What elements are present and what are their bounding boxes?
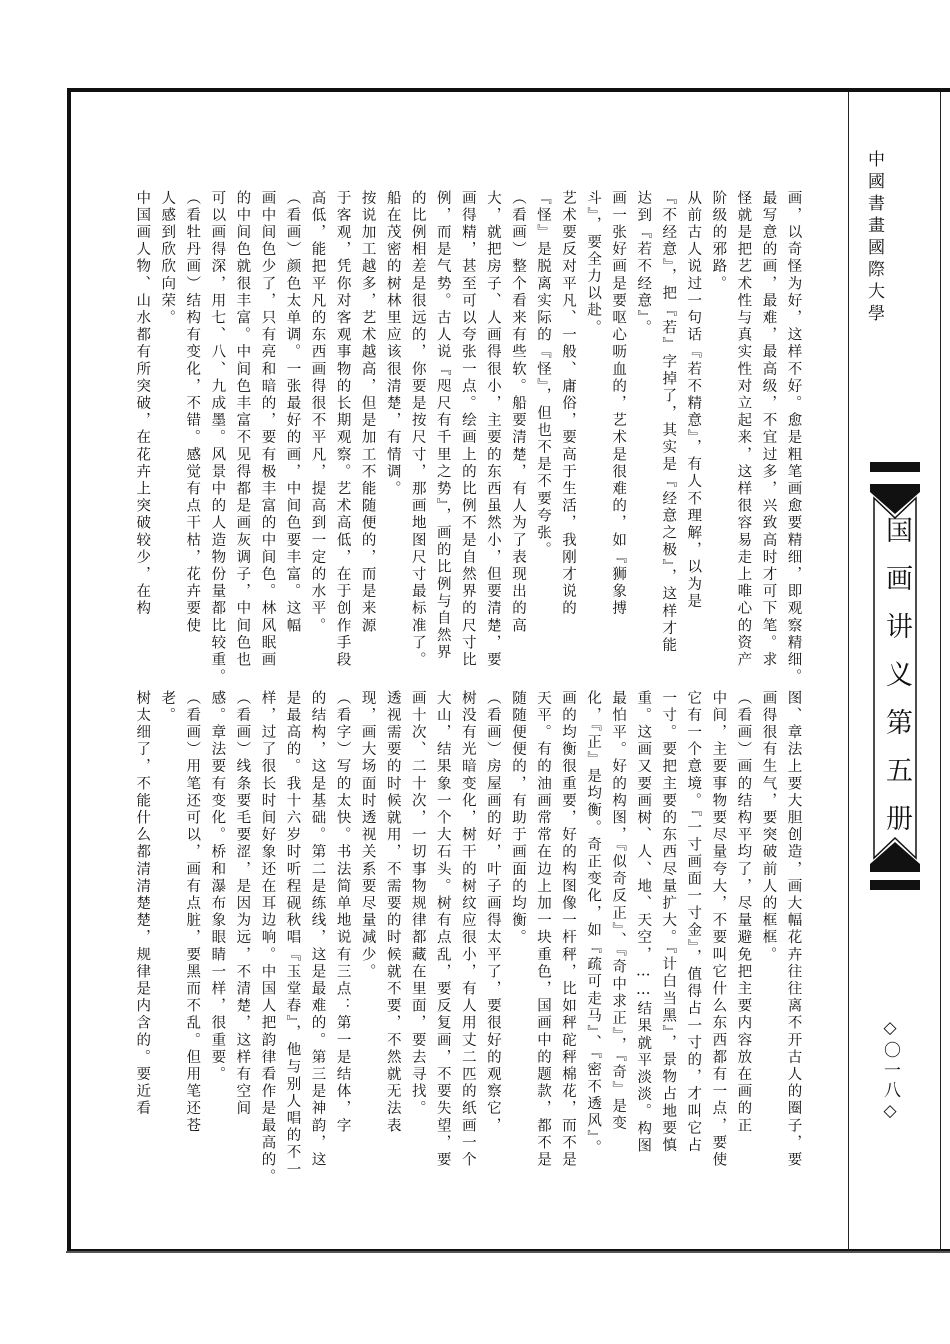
text-column: 重。这画又要画树、人、地、天空，……结果就平淡淡。构图 [635,690,652,1155]
text-column: （看画）用笔还可以，画有点脏，要黑而不乱。但用笔还苍 [184,690,201,1135]
text-column: （看画）画的结构平均了，尽量避免把主要内容放在画的正 [735,690,752,1135]
text-column: （看字）写的太快。书法简单地说有三点：第一是结体，字 [334,690,351,1135]
text-column: 画的均衡很重要，好的构图像一杆秤，比如秤砣秤棉花，而不是 [560,690,577,1169]
text-column: 最怕平。好的构图，『似奇反正』、『奇中求正』，『奇』是变 [610,690,627,1133]
text-column: 画得很有生气，要突破前人的框框。 [760,690,777,964]
text-column: 图、章法上要大胆创造，画大幅花卉往往离不开古人的圈子，要 [785,690,802,1169]
text-column: 它有一个意境。『一寸画面一寸金』，值得占一寸的，才叫它占 [685,690,702,1155]
university-name: 中國書畫國際大學 [864,150,884,326]
title-top-bar [870,462,920,472]
text-column: 是最高的。我十六岁时听程砚秋唱『玉堂春』，他与别人唱的不一 [284,690,301,1179]
text-column: 从前古人说过一句话『若不精意』，有人不理解，以为是 [685,190,702,611]
text-column: 按说加工越多，艺术越高，但是加工不能随便的，而是来源 [359,190,376,635]
frame-bottom-shadow [66,1251,950,1253]
text-column: 中间，主要事物要尽量夸大，不要叫它什么东西都有一点，要使 [710,690,727,1169]
text-column: （看画）颜色太单调。一张最好的画，中间色要丰富。这幅 [284,190,301,635]
text-column: 『不经意』，把『若』字掉了，其实是『经意之极』，这样才能 [660,190,677,655]
text-column: （看画）整个看来有些软。船要清楚，有人为了表现出的高 [509,190,526,635]
text-column: 随随便便的，有助于画面的均衡。 [509,690,526,947]
text-column: 中国画人物、山水都有所突破，在花卉上突破较少，在构 [134,190,151,618]
text-column: 透视需要的时候就用，不需要的时候就不要，不然就无法表 [384,690,401,1135]
text-column: 最写意的画，最难，最高级，不宜过多，兴致高时才可下笔。求 [760,190,777,669]
text-column: 感。章法要有变化。桥和瀑布象眼睛一样，很重要。 [209,690,226,1084]
text-column: （看画）房屋画的好，叶子画得太平了，要很好的观察它， [484,690,501,1135]
text-column: 艺术要反对平凡、一般、庸俗，要高于生活，我刚才说的 [560,190,577,618]
text-column: 船在茂密的树林里应该很清楚，有情调。 [384,190,401,498]
text-column: 一寸。要把主要的东西尽量扩大。『计白当黑』，景物占地要慎 [660,690,677,1155]
text-column: 人感到欣欣向荣。 [159,190,176,327]
text-column: 化，『正』是均衡。奇正变化，如『疏可走马』、『密不透风』。 [585,690,602,1157]
text-column: 画，以奇怪为好，这样不好。愈是粗笔画愈要精细，即观察精细。 [785,190,802,686]
text-column: （看画）线条要毛要涩，是因为远，不清楚，这样有空间 [234,690,251,1118]
text-column: 现，画大场面时透视关系要尽量减少。 [359,690,376,981]
text-column: 高低，能把平凡的东西画得很不平凡，提高到一定的水平。 [309,190,326,635]
text-column: 画一张好画是要呕心呖血的，艺术是很难的，如『狮象搏 [610,190,627,618]
text-column: 画十次、二十次，一切事物规律都藏在里面，要去寻找。 [409,690,426,1118]
text-column: 可以画得深，用七、八、九成墨。风景中的人造物份量都比较重。 [209,190,226,686]
outer-divider [940,92,941,1250]
text-column: 大山，结果象一个大石头。树有点乱，要反复画，不要失望，要 [434,690,451,1169]
book-title: 国画讲义第五册 [881,516,912,852]
text-column: 怪就是把艺术性与真实性对立起来，这样很容易走上唯心的资产 [735,190,752,669]
text-column: 的中间色就很丰富。中间色丰富不见得都是画灰调子，中间色也 [234,190,251,669]
text-column: 老。 [159,690,176,725]
margin-divider [848,92,849,1250]
page-number: ◇〇一八◇ [880,1018,900,1124]
text-column: 大，就把房子、人画得很小，主要的东西虽然小，但要清楚，要 [484,190,501,669]
text-column: 例，而是气势。古人说『咫尺有千里之势』，画的比例与自然界 [434,190,451,662]
text-column: 的结构，这是基础。第二是练线，这是最难的。第三是神韵，这 [309,690,326,1169]
title-bottom-bar [870,880,920,890]
text-column: （看牡丹画）结构有变化，不错。感觉有点干枯，花卉要使 [184,190,201,635]
text-column: 天平。有的油画常常在边上加一块重色，国画中的题款，都不是 [535,690,551,1169]
text-column: 画得精，甚至可以夸张一点。绘画上的比例不是自然界的尺寸比 [459,190,476,669]
text-column: 于客观，凭你对客观事物的长期观察。艺术高低，在于创作手段 [334,190,351,669]
text-column: 『怪』是脱离实际的『怪』，但也不是不要夸张。 [535,190,551,559]
text-column: 样，过了很长时间好象还在耳边响。中国人把韵律看作是最高的。 [259,690,276,1186]
text-column: 达到『若不经意』。 [635,190,652,337]
text-column: 的比例相差是很远的，你要是按尺寸，那画地图尺寸最标准了。 [409,190,426,669]
text-column: 斗』，要全力以赴。 [585,190,602,337]
text-column: 画中间色少了，只有亮和暗的，要有极丰富的中间色。林风眠画 [259,190,276,669]
text-column: 树太细了，不能什么都清清楚楚，规律是内含的。要近看 [134,690,151,1118]
text-column: 阶级的邪路。 [710,190,727,293]
text-column: 树没有光暗变化，树干的树纹应很小，有人用丈二匹的纸画一个 [459,690,476,1169]
